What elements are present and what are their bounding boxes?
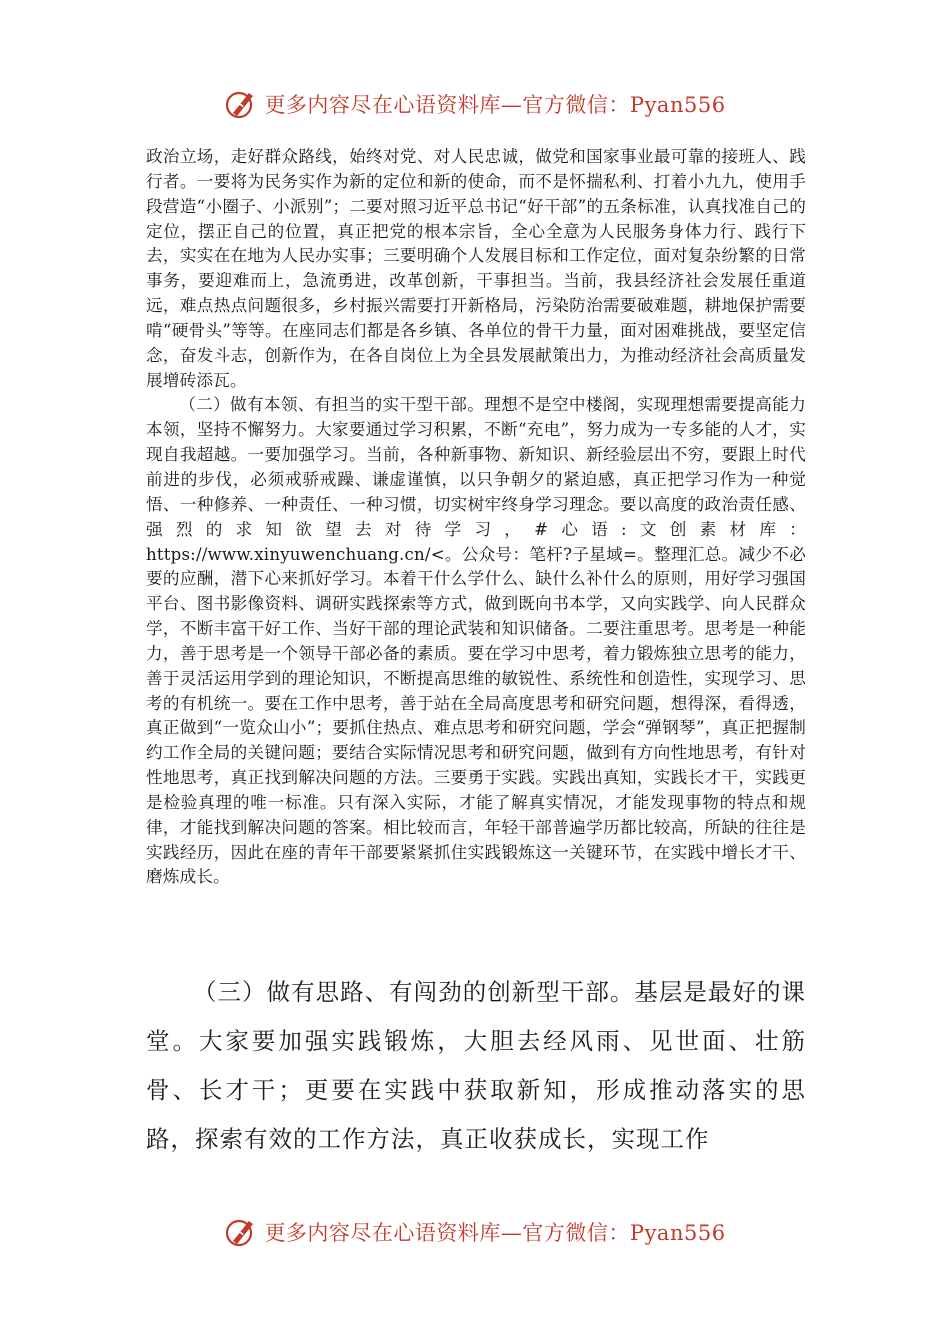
header-banner-text: 更多内容尽在心语资料库—官方微信：Pyan556 — [264, 93, 726, 117]
document-body-small — [146, 145, 806, 890]
header-banner — [0, 80, 950, 128]
footer-banner-text: 更多内容尽在心语资料库—官方微信：Pyan556 — [264, 1221, 726, 1245]
paragraph-practical-cadre: （二）做有本领、有担当的实干型干部。理想不是空中楼阁，实现理想需要提高能力本领，坚持不懈努力。大家要通过学习积累，不断“充电”，努力成为一专多能的人才，实现自我超越。一要加强学习。当前，各种新事物、新知识、新经验层出不穷，要跟上时代前进的步伐，必须戒骄戒躁、谦虚谨慎，以只争朝夕的紧迫感，真正把学习作为一种觉悟、一种修养、一种责任、一种习惯，切实树牢终身学习理念。要以高度的政治责任感、强烈的求知欲望去对待学习，#心语:文创素材库：https://www.xinyuwenchuang.cn/<。公众号：笔杆?子星域=。整理汇总。减少不必要的应酬，潜下心来抓好学习。本着干什么学什么、缺什么补什么的原则，用好学习强国平台、图书影像资料、调研实践探索等方式，做到既向书本学，又向实践学、向人民群众学，不断丰富干好工作、当好干部的理论武装和知识储备。二要注重思考。思考是一种能力，善于思考是一个领导干部必备的素质。要在学习中思考，着力锻炼独立思考的能力，善于灵活运用学到的理论知识，不断提高思维的敏锐性、系统性和创造性，实现学习、思考的有机统一。要在工作中思考，善于站在全局高度思考和研究问题，想得深，看得透，真正做到“一览众山小”；要抓住热点、难点思考和研究问题，学会“弹钢琴”，真正把握制约工作全局的关键问题；要结合实际情况思考和研究问题，做到有方向性地思考，有针对性地思考，真正找到解决问题的方法。三要勇于实践。实践出真知，实践长才干，实践更是检验真理的唯一标准。只有深入实际，才能了解真实情况，才能发现事物的特点和规律，才能找到解决问题的答案。相比较而言，年轻干部普遍学历都比较高，所缺的往往是实践经历，因此在座的青年干部要紧紧抓住实践锻炼这一关键环节，在实践中增长才干、磨炼成长。 — [146, 395, 806, 887]
paragraph-political-stance: 政治立场，走好群众路线，始终对党、对人民忠诚，做党和国家事业最可靠的接班人、践行者。一要将为民务实作为新的定位和新的使命，而不是怀揣私利、打着小九九，使用手段营造“小圈子、小派别”；二要对照习近平总书记“好干部”的五条标准，认真找准自己的定位，摆正自己的位置，真正把党的根本宗旨，全心全意为人民服务身体力行、践行下去，实实在在地为人民办实事；三要明确个人发展目标和工作定位，面对复杂纷繁的日常事务，要迎难而上，急流勇进，改革创新，干事担当。当前，我县经济社会发展任重道远，难点热点问题很多，乡村振兴需要打开新格局，污染防治需要破难题，耕地保护需要啃“硬骨头”等等。在座同志们都是各乡镇、各单位的骨干力量，面对困难挑战，要坚定信念，奋发斗志，创新作为，在各自岗位上为全县发展献策出力，为推动经济社会高质量发展增砖添瓦。 — [146, 147, 806, 390]
pen-logo-icon — [224, 1215, 258, 1249]
paragraph-innovative-cadre: （三）做有思路、有闯劲的创新型干部。基层是最好的课堂。大家要加强实践锻炼，大胆去经风雨、见世面、壮筋骨、长才干；更要在实践中获取新知，形成推动落实的思路，探索有效的工作方法，真正收获成长，实现工作 — [146, 978, 806, 1153]
footer-banner — [0, 1208, 950, 1256]
document-body-large — [146, 968, 806, 1164]
pen-logo-icon — [224, 87, 258, 121]
